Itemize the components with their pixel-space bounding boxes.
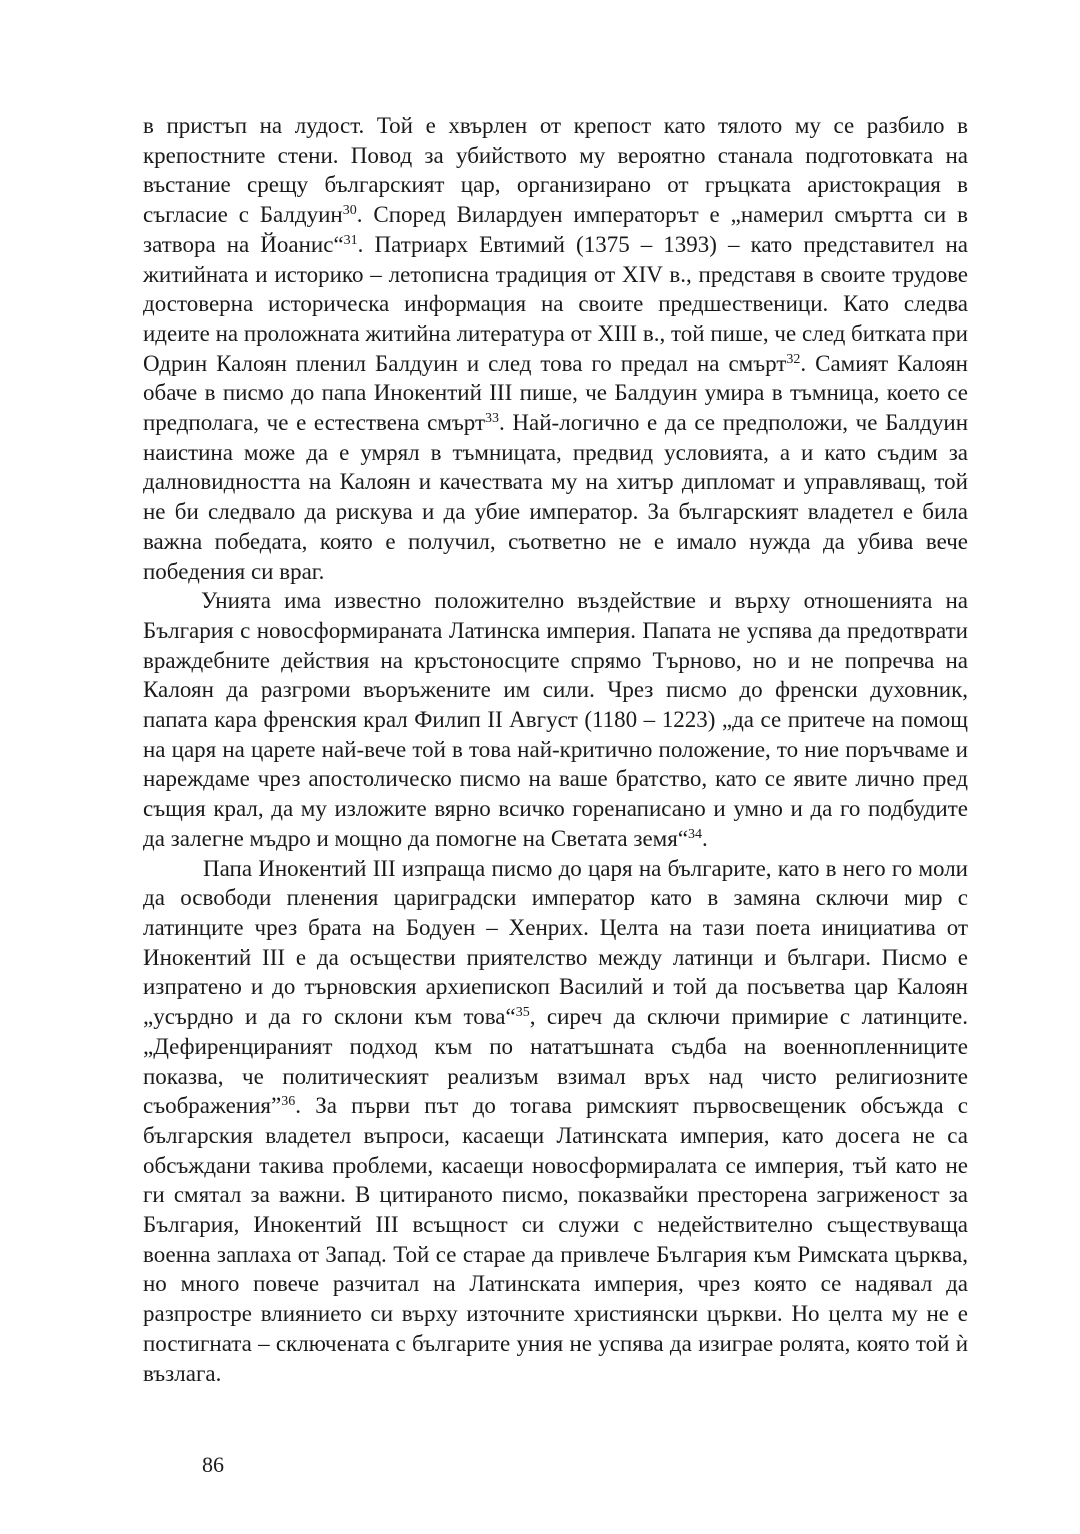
- text-run: , сиреч да сключи примирие с латинците. „Дефиренцираният подход към по нататъшната съдба на военнопленниците показва, че политическият реализъм взимал връх над чисто религиозните съображения”: [143, 1004, 968, 1119]
- footnote-ref-31: 31: [343, 232, 358, 248]
- footnote-ref-33: 33: [485, 411, 500, 427]
- text-run: Унията има известно положително въздействие и върху отношенията на България с новосформираната Латинска империя. Папата не успява да предотврати враждебните действия на кръстоносците спрямо Търново, но и не попречва на Калоян да разгроми въоръжените им сили. Чрез писмо до френски духовник, папата кара френския крал Филип II Август (1180 – 1223) „да се притече на помощ на царя на царете най-вече той в това най-критично положение, то ние поръчваме и нареждаме чрез апостолическо писмо на ваше братство, като се явите лично пред същия крал, да му изложите вярно всичко горенаписано и умно и да го подбудите да залегне мъдро и мощно да помогне на Светата земя“: [143, 588, 968, 851]
- paragraph-2: [143, 586, 968, 853]
- text-run: . Според Вилардуен императорът е „намерил смъртта си в затвора на Йоанис“: [143, 202, 968, 257]
- footnote-ref-30: 30: [342, 203, 357, 219]
- text-run: в пристъп на лудост. Той е хвърлен от крепост като тялото му се разбило в крепостните стени. Повод за убийството му вероятно станала подготовката на въстание срещу българският цар, организирано от гръцката аристокрация в съгласие с Балдуин: [143, 113, 968, 228]
- text-run: . Най-логично е да се предположи, че Балдуин наистина може да е умрял в тъмницата, предвид условията, а и като съдим за далновидността на Калоян и качествата му на хитър дипломат и управляващ, той не би следвало да рискува и да убие император. За българският владетел е била важна победата, която е получил, съответно не е имало нужда да убива вече победения си враг.: [143, 410, 969, 584]
- text-run: . За първи път до тогава римският първосвещеник обсъжда с българския владетел въпроси, касаещи Латинската империя, като досега не са обсъждани такива проблеми, касаещи новосформиралата се империя, тъй като не ги смятал за важни. В цитираното писмо, показвайки престорена загриженост за България, Инокентий III всъщност си служи с недействително съществуваща военна заплаха от Запад. Той се старае да привлече България към Римската църква, но много повече разчитал на Латинската империя, чрез която се надявал да разпростре влиянието си върху източните християнски църкви. Но целта му не е постигната – сключената с българите уния не успява да изиграе ролята, която той ѝ възлага.: [143, 1093, 968, 1386]
- footnote-ref-36: 36: [281, 1094, 296, 1110]
- footnote-ref-32: 32: [786, 351, 801, 367]
- footnote-ref-34: 34: [688, 826, 703, 842]
- body-text: [143, 111, 968, 1388]
- footnote-ref-35: 35: [515, 1005, 530, 1021]
- text-run: Папа Инокентий III изпраща писмо до царя на българите, като в него го моли да освободи пленения цариградски император като в замяна сключи мир с латинците чрез брата на Бодуен – Хенрих. Целта на тази поета инициатива от Инокентий III е да осъществи приятелство между латинци и българи. Писмо е изпратено и до търновския архиепископ Василий и той да посъветва цар Калоян „усърдно и да го склони към това“: [143, 855, 968, 1030]
- page-number: 86: [202, 1452, 224, 1477]
- text-run: . Патриарх Евтимий (1375 – 1393) – като представител на житийната и историко – летописна традиция от XIV в., представя в своите трудове достоверна историческа информация на своите предшественици. Като следва идеите на проложната житийна литература от XIII в., той пише, че след битката при Одрин Калоян пленил Балдуин и след това го предал на смърт: [143, 231, 968, 376]
- paragraph-1: [143, 111, 968, 586]
- paragraph-3: [143, 854, 968, 1389]
- text-run: . Самият Калоян обаче в писмо до папа Инокентий III пише, че Балдуин умира в тъмница, което се предполага, че е естествена смърт: [143, 350, 968, 436]
- text-run: .: [702, 825, 708, 851]
